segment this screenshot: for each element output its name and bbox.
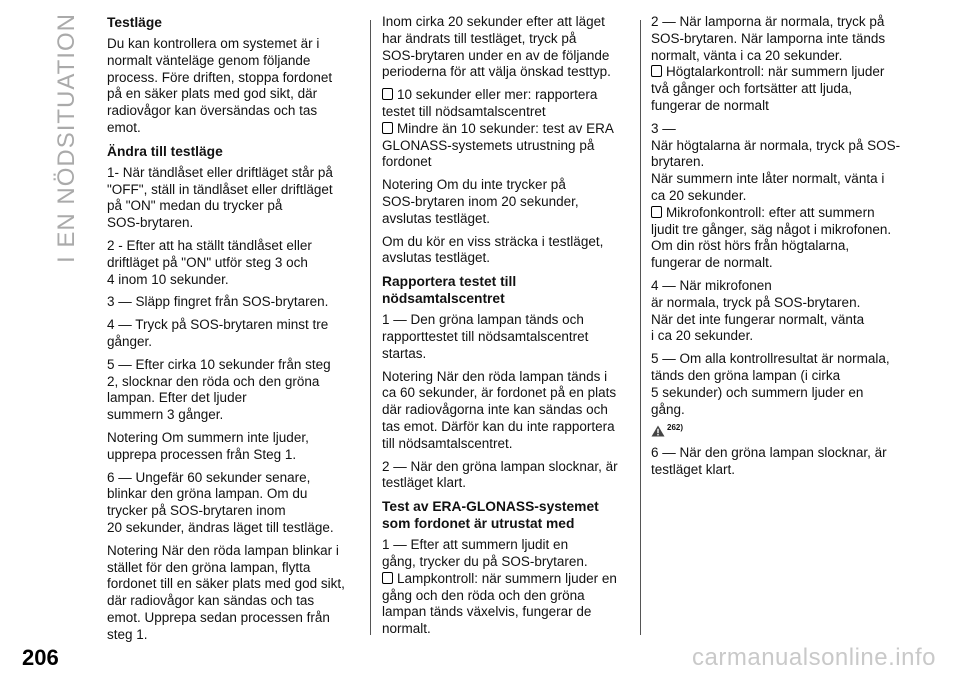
bullet-icon (382, 88, 393, 100)
column-1 (107, 14, 362, 650)
bullet-item (382, 87, 634, 121)
text-line: 4 — När mikrofonen (651, 277, 772, 293)
text-line: 4 inom 10 sekunder. (107, 271, 229, 287)
text-line: normalt vänteläge genom följande (107, 52, 311, 68)
column-divider (640, 20, 641, 635)
text-line: 20 sekunder, ändras läget till testläge. (107, 519, 334, 535)
text-line: testet till nödsamtalscentret (382, 103, 546, 119)
bullet-continuation (382, 104, 634, 121)
text-line: 1 — Den gröna lampan tänds och (382, 312, 584, 328)
text-line: på "ON" medan du trycker på (107, 198, 283, 214)
text-line: lampan. Efter det ljuder (107, 390, 247, 406)
bullet-icon (382, 122, 393, 134)
text-line: Notering Om summern inte ljuder, (107, 429, 309, 445)
text-line: gånger. (107, 333, 153, 349)
text-line: har ändrats till testläget, tryck på (382, 30, 577, 46)
text-line: SOS-brytaren inom 20 sekunder, (382, 193, 579, 209)
step-3 (651, 121, 951, 205)
text-line: startas. (382, 345, 427, 361)
text-line: Inom cirka 20 sekunder efter att läget (382, 14, 605, 29)
page-number: 206 (22, 645, 59, 670)
text-line: Notering När den röda lampan tänds i (382, 368, 608, 384)
step-4 (107, 317, 362, 351)
text-line: 3 — (651, 120, 676, 136)
warning-reference (651, 420, 951, 437)
text-line: är normala, tryck på SOS-brytaren. (651, 294, 861, 310)
text-line: upprepa processen från Steg 1. (107, 446, 297, 462)
text-line: radiovågor kan översändas och tas (107, 103, 318, 119)
text-line: rapporttestet till nödsamtalscentret (382, 328, 589, 344)
paragraph (107, 36, 362, 137)
bullet-text: Lampkontroll: när summern ljuder en (397, 570, 617, 586)
text-line: 6 — När den gröna lampan slocknar, är (651, 445, 887, 461)
text-line: 2 — När lamporna är normala, tryck på (651, 14, 885, 29)
bullet-text: 10 sekunder eller mer: rapportera (397, 87, 598, 103)
bullet-continuation (382, 138, 634, 172)
text-line: två gånger och fortsätter att ljuda, (651, 81, 853, 97)
watermark: carmanualsonline.info (692, 644, 936, 671)
text-line: tänds den gröna lampan (i cirka (651, 367, 841, 383)
column-2 (382, 14, 634, 638)
column-divider (370, 20, 371, 635)
note (382, 369, 634, 453)
text-line: Om din röst hörs från högtalarna, (651, 238, 850, 254)
text-line: SOS-brytaren under en av de följande (382, 47, 610, 63)
step-1 (107, 165, 362, 232)
text-line: 2 - Efter att ha ställt tändlåset eller (107, 237, 312, 253)
text-line: 5 — Om alla kontrollresultat är normala, (651, 351, 890, 367)
note (107, 543, 362, 644)
bullet-item (651, 205, 951, 272)
chapter-title: I EN NÖDSITUATION (53, 13, 80, 263)
text-line: testläget klart. (382, 475, 467, 491)
text-line: avslutas testläget. (382, 210, 491, 226)
text-line: på en säker plats med god sikt, där (107, 86, 318, 102)
bullet-item (382, 121, 634, 171)
text-line: GLONASS-systemets utrustning på (382, 137, 595, 153)
text-line: till nödsamtalscentret. (382, 435, 513, 451)
bullet-icon (382, 572, 393, 584)
text-line: 5 sekunder) och summern ljuder en (651, 384, 864, 400)
text-line: gång. (651, 401, 685, 417)
text-line: blinkar den gröna lampan. Om du (107, 486, 308, 502)
bullet-item (382, 571, 634, 638)
warning-triangle-icon (651, 425, 665, 437)
bullet-text: Mikrofonkontroll: efter att summern (666, 204, 875, 220)
warning-ref-number: 262) (667, 423, 684, 433)
bullet-text: Högtalarkontroll: när summern ljuder (666, 64, 885, 80)
heading-test-av-era-glonass (382, 498, 634, 532)
heading-andra-till-testlage: Ändra till testläge (107, 143, 223, 159)
text-line: ca 60 sekunder, är fordonet på en plats (382, 385, 617, 401)
text-line: gång och den röda och den gröna (382, 587, 585, 603)
paragraph (382, 14, 634, 81)
text-line: stället för den gröna lampan, flytta (107, 559, 311, 575)
text-line: 2 — När den gröna lampan slocknar, är (382, 458, 618, 474)
text-line: "OFF", ställ in tändlåset eller driftläget (107, 181, 333, 197)
column-3 (651, 14, 951, 485)
step-1 (382, 312, 634, 362)
text-line: gång, trycker du på SOS-brytaren. (382, 553, 588, 569)
text-line: När det inte fungerar normalt, vänta (651, 311, 865, 327)
text-line: Du kan kontrollera om systemet är i (107, 36, 320, 51)
text-line: När högtalarna är normala, tryck på SOS-brytaren. (651, 137, 901, 170)
text-line: 3 — Släpp fingret från SOS-brytaren. (107, 294, 329, 310)
text-line: Notering När den röda lampan blinkar i (107, 542, 339, 558)
text-line: När summern inte låter normalt, vänta i (651, 171, 885, 187)
text-line: 2, slocknar den röda och den gröna (107, 373, 320, 389)
text-line: nödsamtalscentret (382, 291, 505, 307)
text-line: fordonet till en säker plats med god sikt, (107, 576, 345, 592)
text-line: ca 20 sekunder. (651, 187, 747, 203)
text-line: lampan tänds växelvis, fungerar de (382, 604, 592, 620)
chapter-side-tab (53, 13, 80, 263)
text-line: steg 1. (107, 626, 148, 642)
text-line: driftläget på "ON" utför steg 3 och (107, 254, 308, 270)
text-line: fordonet (382, 154, 432, 170)
text-line: 5 — Efter cirka 10 sekunder från steg (107, 356, 331, 372)
heading-testlage: Testläge (107, 15, 162, 30)
bullet-icon (651, 206, 662, 218)
text-line: summern 3 gånger. (107, 407, 224, 423)
text-line: avslutas testläget. (382, 250, 491, 266)
step-2 (651, 14, 951, 64)
text-line: Notering Om du inte trycker på (382, 177, 566, 193)
text-line: fungerar de normalt. (651, 255, 773, 271)
text-line: 1 — Efter att summern ljudit en (382, 537, 569, 553)
step-2 (107, 238, 362, 288)
note (382, 177, 634, 227)
text-line: SOS-brytaren. (107, 215, 194, 231)
text-line: ljudit tre gånger, säg något i mikrofonen. (651, 221, 892, 237)
text-line: som fordonet är utrustat med (382, 516, 575, 532)
text-line: 1- När tändlåset eller driftläget står på (107, 164, 333, 180)
text-line: 4 — Tryck på SOS-brytaren minst tre (107, 317, 329, 333)
text-line: normalt, vänta i ca 20 sekunder. (651, 47, 843, 63)
text-line: process. Före driften, stoppa fordonet (107, 69, 333, 85)
text-line: perioderna för att välja önskad testtyp. (382, 64, 611, 80)
text-line: normalt. (382, 621, 431, 637)
text-line: Om du kör en viss sträcka i testläget, (382, 233, 604, 249)
text-line: SOS-brytaren. När lamporna inte tänds (651, 30, 886, 46)
note (107, 430, 362, 464)
text-line: tas emot. Därför kan du inte rapportera (382, 418, 615, 434)
heading-rapportera-testet (382, 273, 634, 307)
text-line: fungerar de normalt (651, 97, 769, 113)
text-line: där radiovågorna inte kan sändas och (382, 402, 608, 418)
step-6 (651, 445, 951, 479)
bullet-item (651, 64, 951, 114)
bullet-continuation (651, 81, 951, 115)
step-5 (107, 357, 362, 424)
step-1 (382, 537, 634, 571)
text-line: Test av ERA-GLONASS-systemet (382, 499, 599, 515)
step-3 (107, 294, 362, 311)
text-line: emot. (107, 119, 141, 135)
bullet-continuation (651, 222, 951, 272)
bullet-continuation (382, 588, 634, 638)
text-line: Rapportera testet till (382, 274, 517, 290)
text-line: testläget klart. (651, 461, 736, 477)
text-line: 6 — Ungefär 60 sekunder senare, (107, 469, 311, 485)
step-5 (651, 351, 951, 418)
bullet-icon (651, 65, 662, 77)
step-6 (107, 470, 362, 537)
paragraph (382, 234, 634, 268)
step-2 (382, 459, 634, 493)
text-line: trycker på SOS-brytaren inom (107, 503, 286, 519)
step-4 (651, 278, 951, 345)
bullet-text: Mindre än 10 sekunder: test av ERA (397, 120, 614, 136)
text-line: där radiovågor kan sändas och tas (107, 593, 315, 609)
text-line: i ca 20 sekunder. (651, 328, 754, 344)
text-line: emot. Upprepa sedan processen från (107, 609, 330, 625)
